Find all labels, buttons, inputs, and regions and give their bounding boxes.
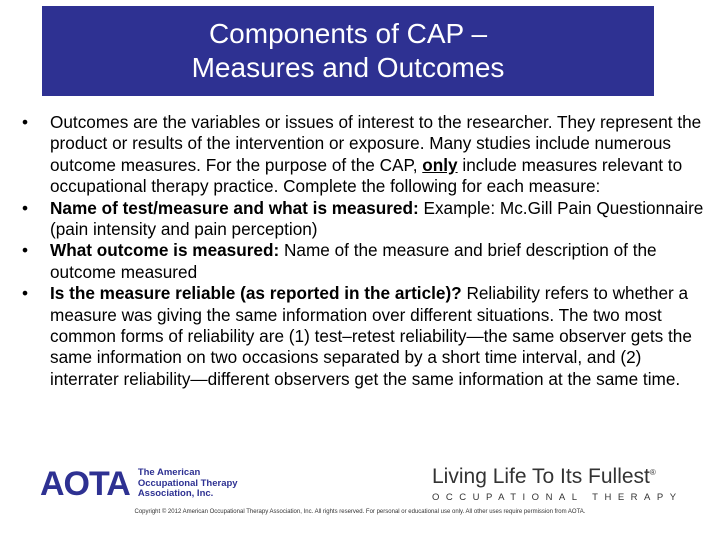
bullet-emphasis: only xyxy=(422,154,458,175)
bullet-marker: • xyxy=(22,240,29,261)
slide-title-line1: Components of CAP – xyxy=(208,18,488,49)
slide-title-line2: Measures and Outcomes xyxy=(191,52,505,83)
bullet-marker: • xyxy=(22,283,29,304)
copyright-notice: Copyright © 2012 American Occupational Therapy Association, Inc. All rights reserved. For personal or educational use only. All other uses require permission from AOTA. xyxy=(134,509,586,515)
bullet-list xyxy=(20,112,710,390)
bullet-heading: Name of test/measure and what is measured: xyxy=(50,197,419,218)
bullet-heading: Is the measure reliable (as reported in the article)? xyxy=(50,283,462,304)
aota-name-line: The American xyxy=(137,467,201,479)
registered-mark: ® xyxy=(649,468,656,477)
aota-organization-name xyxy=(138,468,238,500)
bullet-text: include measures relevant to occupational therapy practice. Complete the following for each measure: xyxy=(50,154,683,197)
tagline-logo xyxy=(432,460,692,503)
bullet-item-outcomes xyxy=(20,112,710,198)
aota-name-line: Occupational Therapy xyxy=(137,477,238,489)
aota-name-line: Association, Inc. xyxy=(137,488,214,500)
bullet-item-test-name xyxy=(20,198,710,241)
bullet-text: Name of the measure and brief description of the outcome measured xyxy=(50,240,657,282)
bullet-marker: • xyxy=(22,197,29,218)
bullet-text: Reliability refers to whether a measure was giving the same information over different situations. The two most common forms of reliability are (1) test–retest reliability—the same observer gets the same information on two occasions separated by a short time interval, and (2) interrater reliability—different observers get the same information at the same time. xyxy=(50,283,692,389)
bullet-marker: • xyxy=(22,112,29,132)
tagline-subtitle: OCCUPATIONAL THERAPY xyxy=(432,492,683,503)
bullet-item-reliability xyxy=(20,283,710,390)
bullet-item-outcome-measured xyxy=(20,240,710,283)
tagline-main xyxy=(432,460,692,490)
aota-logo-mark: AOTA xyxy=(40,465,130,503)
footer-logos xyxy=(0,458,720,508)
bullet-text: Example: Mc.Gill Pain Questionnaire (pain intensity and pain perception) xyxy=(50,197,704,240)
bullet-text: Outcomes are the variables or issues of interest to the researcher. They represent the product or results of the intervention or exposure. Many studies include numerous outcome measures. For the purpose of the CAP, xyxy=(50,112,702,175)
bullet-heading: What outcome is measured: xyxy=(50,240,280,261)
tagline-text: Living Life To Its Fullest xyxy=(432,465,650,488)
slide-title-band xyxy=(42,6,654,96)
aota-logo xyxy=(40,462,238,506)
